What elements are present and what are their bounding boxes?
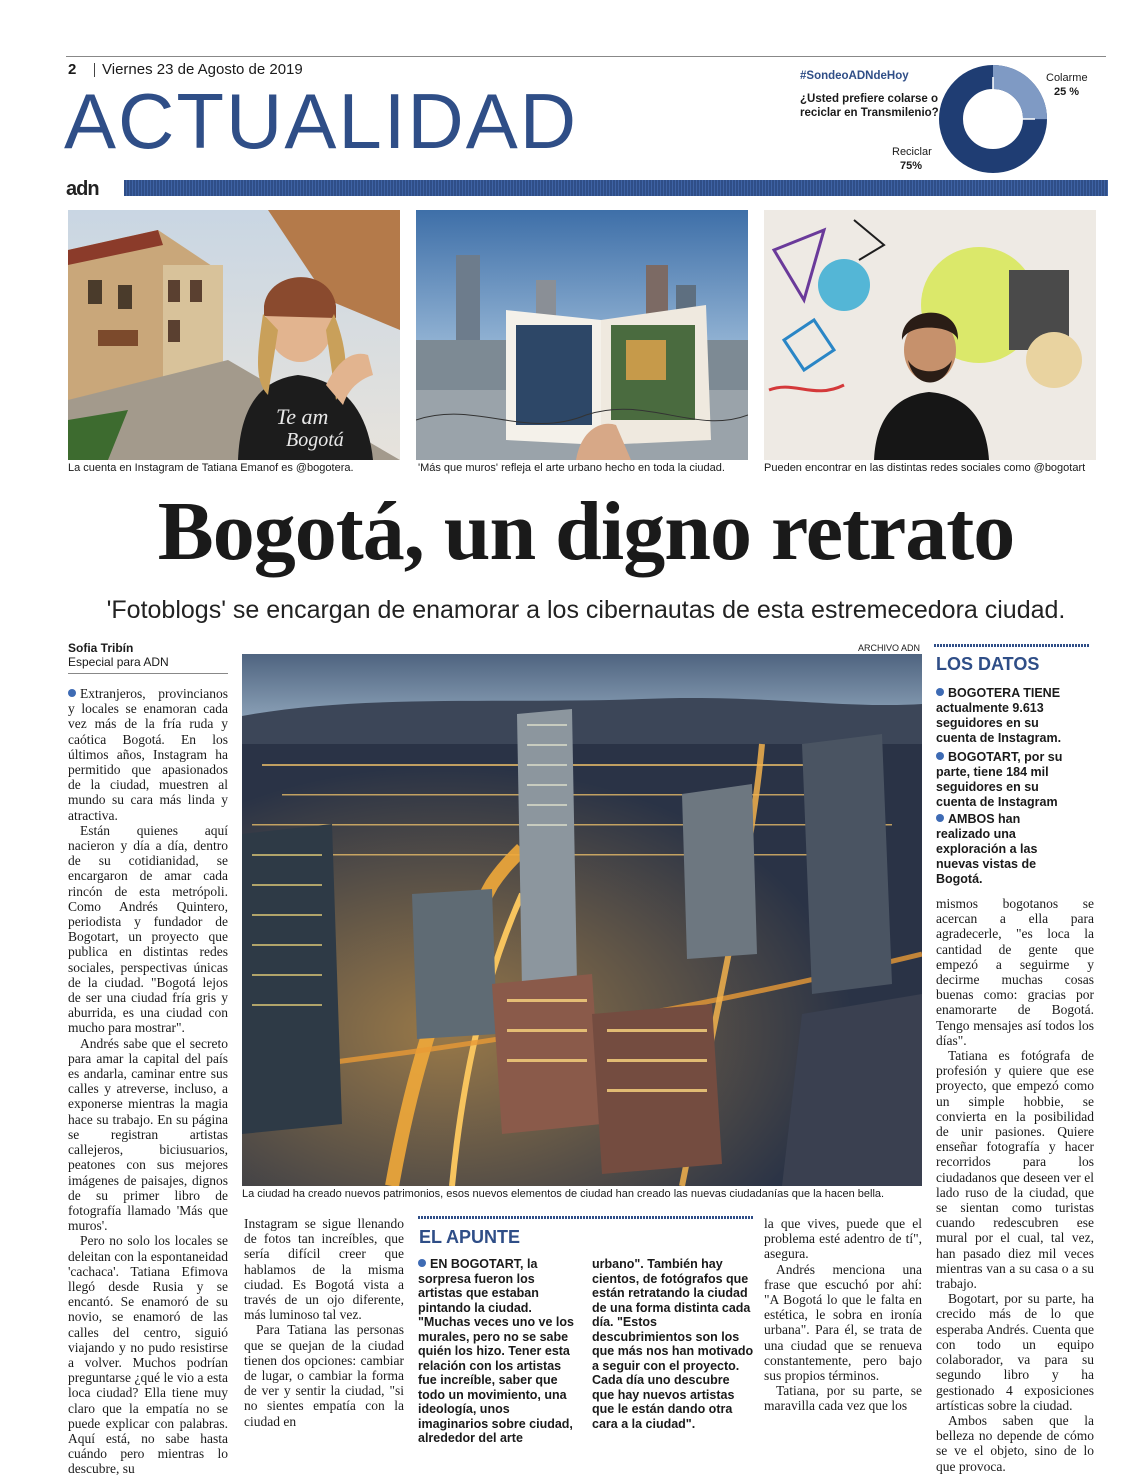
apunte-column-a xyxy=(418,1257,580,1446)
dato-text: actualmente 9.613 seguidores en su cuenta de Instagram. xyxy=(936,701,1062,745)
author-role: Especial para ADN xyxy=(68,655,169,669)
bullet-icon xyxy=(936,688,944,696)
dato-key: BOGOTERA TIENE xyxy=(948,686,1061,700)
paragraph: Extranjeros, provincianos y locales se enamoran cada vez más de la fría ruda y caótica Bogotá. En los últimos años, Instagram ha permitido que apasionados de la ciudad, muestren al mundo su cara más linda y atractiva. xyxy=(68,686,228,823)
paragraph: Pero no solo los locales se deleitan con la espontaneidad 'cachaca'. Tatiana Efimova llegó desde Rusia y se encantó. Se enamoró de su novio, se enamoró de las calles del centro, siguió viajando y no pudo resistirse a volver. Muchos podrían preguntarse ¿qué le vio a esta loca ciudad? Ella tiene muy claro que la empatía no se puede explicar con palabras. Aquí está, no sabe hasta cuándo pero mientras lo descubre, su xyxy=(68,1233,228,1477)
poll-option1-label: Colarme xyxy=(1046,72,1088,84)
top-rule xyxy=(66,56,1106,57)
article-column-1 xyxy=(68,686,228,1477)
paragraph: Están quienes aquí nacieron y día a día, dentro de su cotidianidad, se encargaron de amar cada rincón de esta metrópoli. Como Andrés Quintero, periodista y fundador de Bogotart, un proyecto que publica en distintas redes sociales, perspectivas únicas de la ciudad. "Bogotá lejos de ser una ciudad fría gris y aburrida, es una ciudad con mucho para mostrar". xyxy=(68,822,228,1036)
bullet-icon xyxy=(68,689,76,697)
photo2-caption: 'Más que muros' refleja el arte urbano hecho en toda la ciudad. xyxy=(418,462,725,474)
shirt-print: Te am xyxy=(276,404,329,429)
poll-donut-chart xyxy=(938,64,1048,174)
photo-mas-que-muros xyxy=(416,210,748,460)
paragraph: mismos bogotanos se acercan a ella para agradecerle, "es loca la cantidad de gente que empezó a seguirme y decirme muchas cosas buenas como: gracias por enamorarte de Bogotá. Tengo mensajes así todos los días". xyxy=(936,896,1094,1048)
photo-bogotart xyxy=(764,210,1096,460)
header-divider xyxy=(94,63,95,77)
bullet-icon xyxy=(936,752,944,760)
svg-text:Bogotá: Bogotá xyxy=(286,429,344,451)
issue-date: Viernes 23 de Agosto de 2019 xyxy=(102,61,303,78)
paragraph: Tatiana, por su parte, se maravilla cada vez que los xyxy=(764,1383,922,1414)
article-column-6 xyxy=(936,896,1094,1474)
photo-credit: ARCHIVO ADN xyxy=(858,643,921,653)
article-subhead: 'Fotoblogs' se encargan de enamorar a los cibernautas de esta estremecedora ciudad. xyxy=(106,596,1066,624)
bullet-icon xyxy=(418,1259,426,1267)
poll-question: ¿Usted prefiere colarse o reciclar en Transmilenio? xyxy=(800,93,939,119)
datos-title: LOS DATOS xyxy=(936,654,1040,674)
bullet-icon xyxy=(936,814,944,822)
apunte-title: EL APUNTE xyxy=(419,1227,521,1247)
article-column-2 xyxy=(244,1216,404,1429)
paragraph: Bogotart, por su parte, ha crecido más de lo que esperaba Andrés. Cuenta que con todo un equipo colaborador, va para su segundo libro y ha gestionado 4 exposiciones artísticas sobre la ciudad. xyxy=(936,1291,1094,1413)
photo3-caption: Pueden encontrar en las distintas redes sociales como @bogotart xyxy=(764,462,1086,474)
paragraph: Andrés sabe que el secreto para amar la capital del país es andarla, caminar entre sus calles y atreverse, incluso, a exponerse mientras la magia hace su trabajo. En su página se registran artistas callejeros, biciusuarios, peatones con sus mejores imágenes de paisajes, dignos de su primer libro de fotografía llamado 'Más que muros'. xyxy=(68,1035,228,1234)
main-photo-caption: La ciudad ha creado nuevos patrimonios, esos nuevos elementos de ciudad han creado las nuevas ciudadanías que la hacen bella. xyxy=(242,1188,885,1200)
photo-bogota-night xyxy=(242,654,922,1186)
dato-item xyxy=(936,750,1076,810)
poll-option2-label: Reciclar xyxy=(892,146,932,158)
datos-rule xyxy=(934,644,1090,647)
dato-text: han realizado una exploración a las nuevas vistas de Bogotá. xyxy=(936,812,1038,886)
byline-rule xyxy=(68,673,228,674)
paragraph: Andrés menciona una frase que escuchó por ahí: "A Bogotá lo que le falta en estética, le sobra en ironía urbana". Para él, se trata de una ciudad que se renueva constantemente, pero bajo sus propios términos. xyxy=(764,1261,922,1384)
dato-key: AMBOS xyxy=(948,812,995,826)
apunte-key: EN BOGOTART, xyxy=(430,1257,524,1271)
dato-text: por su parte, tiene 184 mil seguidores en su cuenta de Instagram xyxy=(936,750,1063,809)
paragraph: Para Tatiana las personas que se quejan de la ciudad tienen dos opciones: cambiar de lugar, o cambiar la forma de ver y sentir la ciudad, "si no sientes empatía con la ciudad en xyxy=(244,1322,404,1429)
paragraph: Tatiana es fotógrafa de profesión y quiere que ese proyecto, que empezó como un simple hobbie, se convierta en la posibilidad de unir pasiones. Quiere enseñar fotografía y hacer recorridos para los ciudadanos que deseen ver el lado ruso de la ciudad, que se sientan como turistas cuando redescubren ese mural por el cual, tal vez, han pasado diez mil veces mientras van a su casa o a su trabajo. xyxy=(936,1048,1094,1292)
apunte-rule xyxy=(418,1216,754,1219)
photo-bogotera xyxy=(68,210,400,460)
dato-key: BOGOTART, xyxy=(948,750,1021,764)
poll-option2-value: 75% xyxy=(900,160,923,172)
author-name: Sofia Tribín xyxy=(68,641,134,655)
poll-hashtag: #SondeoADNdeHoy xyxy=(800,70,909,82)
paragraph: Ambos saben que la belleza no depende de cómo se ve el objeto, sino de lo que provoca. xyxy=(936,1412,1094,1474)
dato-item xyxy=(936,686,1076,746)
article-column-5 xyxy=(764,1216,922,1414)
apunte-column-b: urbano". También hay cientos, de fotógrafos que están retratando la ciudad de una forma distinta cada día. "Estos descubrimientos son los que más nos han motivado a seguir con el proyecto. Cada día uno descubre que hay nuevos artistas que le están dando otra cara a la ciudad". xyxy=(592,1257,754,1431)
article-headline: Bogotá, un digno retrato xyxy=(157,485,1015,578)
section-title: ACTUALIDAD xyxy=(64,77,579,165)
adn-logo: adn xyxy=(66,178,99,200)
paragraph: Instagram se sigue llenando de fotos tan increíbles, que sería difícil creer que hablamos de la misma ciudad. Es Bogotá vista a través de un ojo diferente, más luminoso tal vez. xyxy=(244,1216,404,1323)
page-number: 2 xyxy=(68,61,77,78)
apunte-text-a: la sorpresa fueron los artistas que estaban pintando la ciudad. "Muchas veces uno ve los murales, pero no se sabe quién los hizo. Tener esta relación con los artistas fue increíble, saber que todo un movimiento, una ideología, unos imaginarios sobre ciudad, alrededor del arte xyxy=(418,1257,574,1445)
paragraph: la que vives, puede que el problema esté adentro de tí", asegura. xyxy=(764,1216,922,1262)
brand-bar xyxy=(124,180,1108,196)
poll-option1-value: 25 % xyxy=(1054,86,1080,98)
photo1-caption: La cuenta en Instagram de Tatiana Emanof es @bogotera. xyxy=(68,462,354,474)
dato-item xyxy=(936,812,1076,887)
